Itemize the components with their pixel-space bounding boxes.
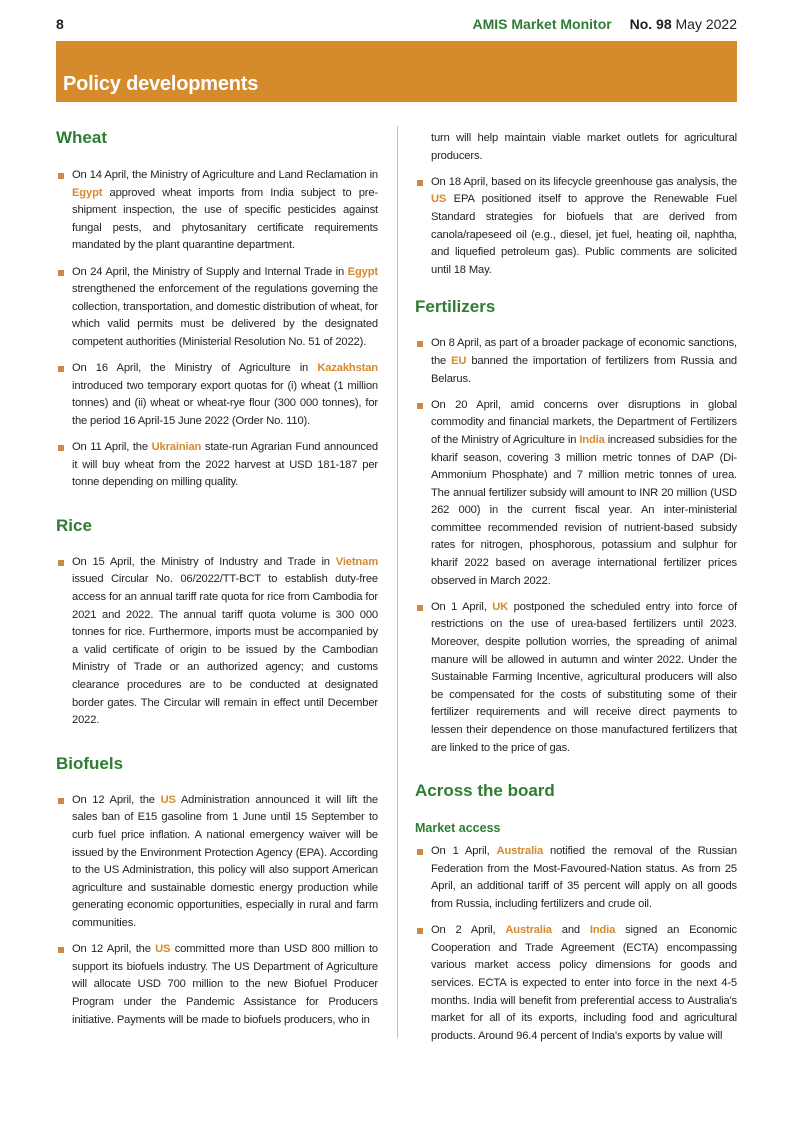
country-highlight: US xyxy=(160,793,176,806)
country-highlight: EU xyxy=(451,354,467,367)
country-highlight: US xyxy=(155,943,171,956)
country-highlight: Australia xyxy=(496,845,544,858)
country-highlight: India xyxy=(589,924,616,937)
country-highlight: US xyxy=(431,193,447,206)
list-item: On 8 April, as part of a broader package of economic sanctions, the EU banned the importation of fertilizers from Russia and Belarus. xyxy=(415,335,737,388)
publication-title: AMIS Market Monitor xyxy=(472,16,612,32)
page-header xyxy=(56,16,737,34)
country-highlight: Ukrainian xyxy=(151,441,202,454)
country-highlight: Egypt xyxy=(347,265,378,278)
list-item: On 1 April, UK postponed the scheduled entry into force of restrictions on the use of urea-based fertilizers until 2023. Moreover, despite pollution worries, the spreading of animal manure will be allowed in autumn and winter 2022. Under the Sustainable Farming Incentive, agricultural producers will also be compensated for the costs of substituting some of their fertilizer requirements and will receive direct payments to lessen their dependence on those manufactured fertilizers that are linked to the price of gas. xyxy=(415,599,737,757)
page-number: 8 xyxy=(56,16,64,32)
country-highlight: UK xyxy=(492,600,509,613)
publication-info xyxy=(472,16,737,32)
list-item: On 14 April, the Ministry of Agriculture and Land Reclamation in Egypt approved wheat imports from India subject to pre-shipment inspection, the use of specific pesticides against fungal pests, and phytosanitary certificate requirements mandated by the plant quarantine department. xyxy=(56,167,378,255)
list-item: On 16 April, the Ministry of Agriculture in Kazakhstan introduced two temporary export quotas for (i) wheat (1 million tonnes) and (ii) wheat or wheat-rye flour (300 000 tonnes), for the period 16 April-15 June 2022 (Order No. 110). xyxy=(56,360,378,430)
list-item: On 15 April, the Ministry of Industry and Trade in Vietnam issued Circular No. 06/2022/TT-BCT to establish duty-free access for an annual tariff rate quota for rice from Cambodia for 2021 and 2022. The annual tariff quota volume is 300 000 tonnes for rice. Furthermore, imports must be accompanied by a valid certificate of origin to be issued by the Cambodian Ministry of Trade or an authorized agency; and customs clearance procedures are to be conducted at designated border gates. The Circular will remain in effect until December 2022. xyxy=(56,554,378,730)
right-column xyxy=(415,124,737,1045)
rice-list xyxy=(56,554,378,730)
list-item: On 18 April, based on its lifecycle greenhouse gas analysis, the US EPA positioned itself to approve the Renewable Fuel Standard strategies for biofuels that are derived from canola/rapeseed oil (e.g., diesel, jet fuel, heating oil, naphtha, and liquefied petroleum gas). Public comments are solicited until 18 May. xyxy=(415,174,737,280)
left-column xyxy=(56,124,378,1029)
country-highlight: Kazakhstan xyxy=(317,362,378,375)
wheat-list xyxy=(56,167,378,492)
list-item: On 1 April, Australia notified the removal of the Russian Federation from the Most-Favoured-Nation status. As from 25 April, an additional tariff of 35 percent will apply on all goods from Russia, including fertilizers and crude oil. xyxy=(415,843,737,913)
fertilizers-list xyxy=(415,335,737,757)
issue-number: No. 98 xyxy=(629,16,672,32)
country-highlight: India xyxy=(579,433,605,446)
list-item: On 20 April, amid concerns over disruptions in global commodity and financial markets, the Department of Fertilizers of the Ministry of Agriculture in India increased subsidies for the kharif season, covering 3 million metric tonnes of DAP (Di-Ammonium Phosphate) and 7 million metric tonnes of urea. The annual fertilizer subsidy will amount to INR 20 million (USD 262 000) in the current fiscal year. An inter-ministerial committee recommended revision of nutrient-based subsidy rates for nitrogen, phosphorous, potassium and sulphur for kharif 2022 based on average international fertilizer prices observed in March 2022. xyxy=(415,397,737,591)
biofuels-heading: Biofuels xyxy=(56,753,124,773)
list-item: On 2 April, Australia and India signed an Economic Cooperation and Trade Agreement (ECTA) encompassing various market access policy dimensions for goods and services. ECTA is expected to enter into force in the next 4-5 months. India will benefit from preferential access to Australia's market for all of its exports, including food and agricultural products. Around 96.4 percent of India's exports by value will xyxy=(415,922,737,1045)
country-highlight: Australia xyxy=(505,924,552,937)
section-title: Policy developments xyxy=(63,73,259,95)
list-item: On 24 April, the Ministry of Supply and Internal Trade in Egypt strengthened the enforcement of the regulations governing the collection, transportation, and domestic distribution of wheat, for which valid permits must be delivered by the designated competent authorities (Ministerial Resolution No. 51 of 2022). xyxy=(56,264,378,352)
market-access-subheading: Market access xyxy=(415,821,501,836)
rice-heading: Rice xyxy=(56,515,92,535)
list-item: On 12 April, the US committed more than USD 800 million to support its biofuels industry. The US Department of Agriculture will allocate USD 700 million to the new Biofuel Producer Program under the Pandemic Assistance for Producers initiative. Payments will be made to biofuels producers, who in xyxy=(56,941,378,1029)
list-item-continuation: turn will help maintain viable market outlets for agricultural producers. xyxy=(431,132,737,162)
column-divider xyxy=(397,126,398,1038)
issue-date: May 2022 xyxy=(675,16,737,32)
country-highlight: Vietnam xyxy=(335,555,378,568)
across-the-board-heading: Across the board xyxy=(415,781,555,801)
wheat-heading: Wheat xyxy=(56,128,107,147)
market-access-list xyxy=(415,843,737,1045)
fertilizers-heading: Fertilizers xyxy=(415,297,496,317)
list-item: On 12 April, the US Administration announced it will lift the sales ban of E15 gasoline from 1 June until 15 September to curb fuel price inflation. A national emergency waiver will be issued by the Environment Protection Agency (EPA). According to the US Administration, this policy will also support American agriculture and sustainable domestic energy production while generating economic opportunities, especially in rural and farm communities. xyxy=(56,792,378,933)
biofuels-list xyxy=(56,792,378,1029)
section-banner xyxy=(56,41,737,102)
country-highlight: Egypt xyxy=(72,186,103,199)
biofuels-continued-list xyxy=(415,130,737,279)
list-item: On 11 April, the Ukrainian state-run Agrarian Fund announced it will buy wheat from the 2022 harvest at USD 181-187 per tonne depending on milling quality. xyxy=(56,439,378,492)
